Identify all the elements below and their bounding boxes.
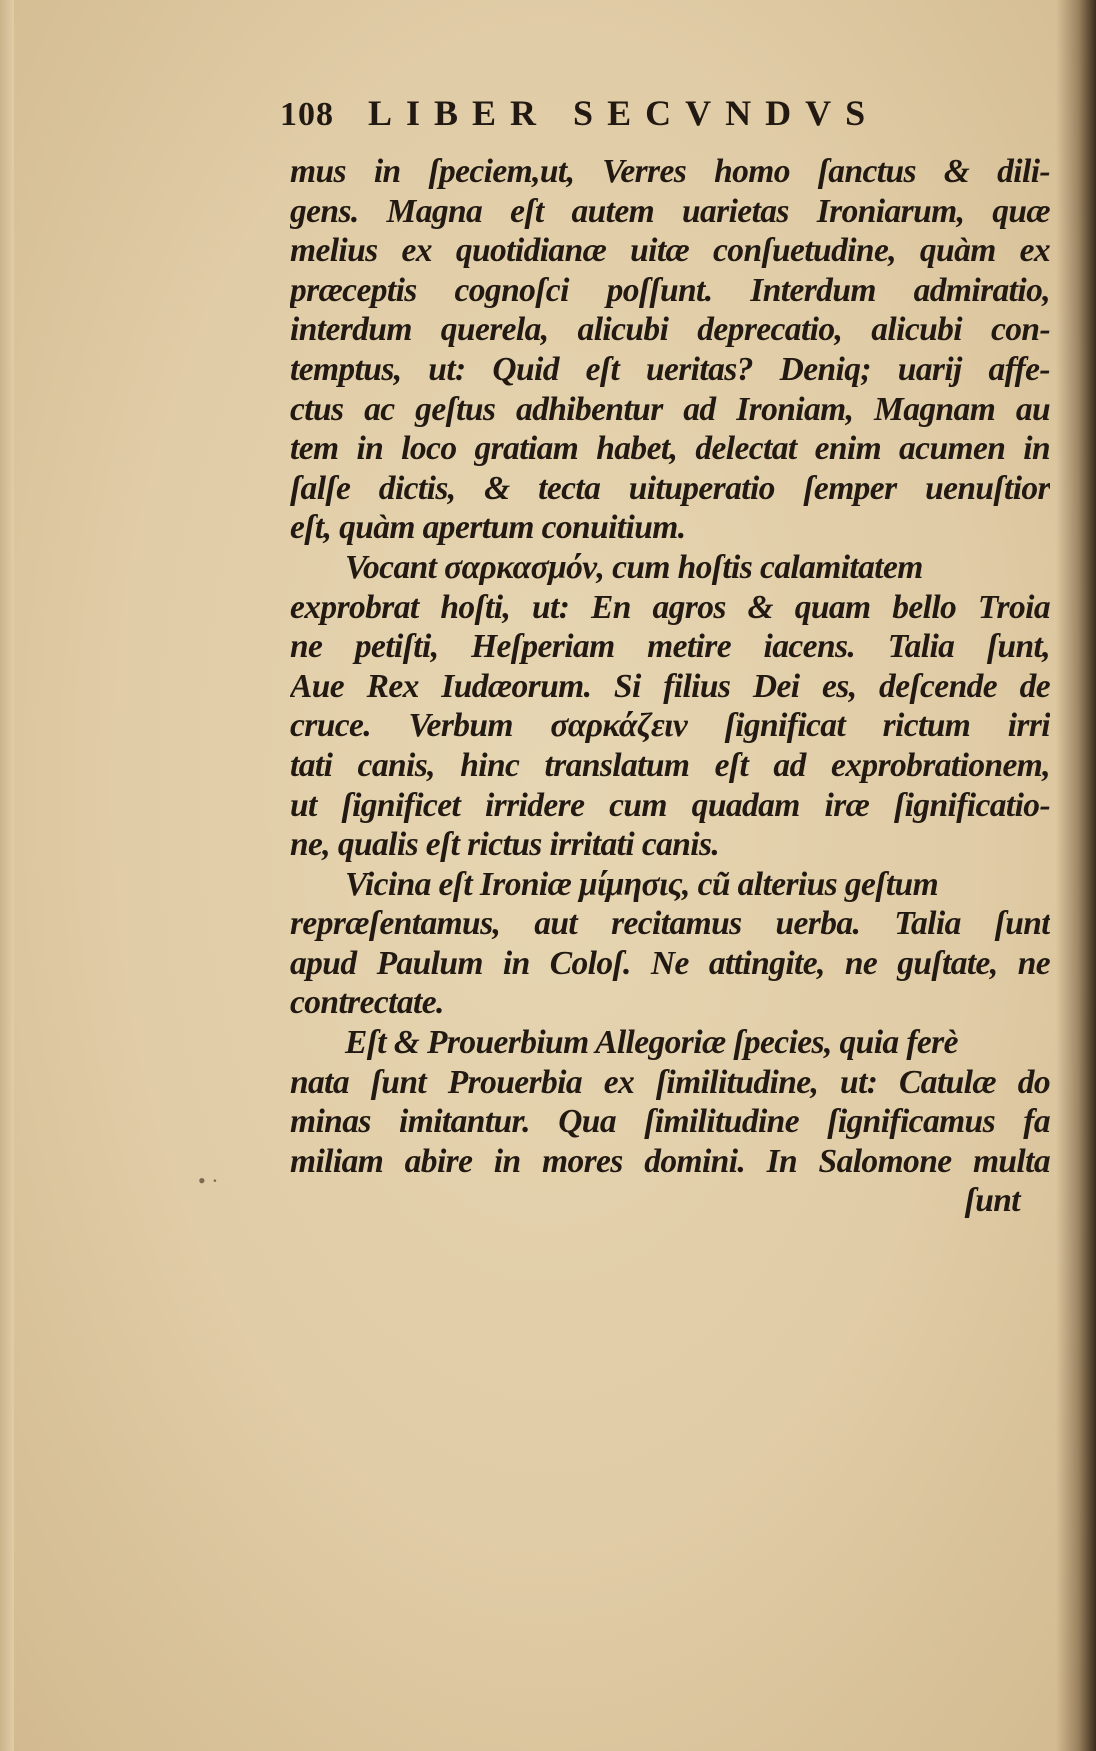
text-line: eſt, quàm apertum conuitium. [290,509,686,547]
text-line: ne petiſti, Heſperiam metire iacens. Talia ſunt, [290,628,1050,666]
margin-bullet-mark: • · [198,1168,219,1193]
text-line: temptus, ut: Quid eſt ueritas? Deniq; uarij affe- [290,350,1050,388]
text-line: tem in loco gratiam habet, delectat enim acumen in [290,430,1050,468]
text-line: nata ſunt Prouerbia ex ſimilitudine, ut: Catulæ do [290,1063,1050,1101]
running-head [280,92,1050,152]
text-block [280,92,1050,1221]
text-line: Vicina eſt Ironiæ μίμησις, cũ alterius geſtum [345,865,939,903]
text-line: miliam abire in mores domini. In Salomone multa [290,1142,1050,1180]
text-line: interdum querela, alicubi deprecatio, alicubi con- [290,311,1050,349]
text-line: mus in ſpeciem,ut, Verres homo ſanctus & dili- [290,153,1050,190]
text-line: Aue Rex Iudæorum. Si filius Dei es, deſcende de [290,667,1050,705]
text-line: ut ſignificet irridere cum quadam iræ ſignificatio- [290,786,1050,824]
text-line: tati canis, hinc translatum eſt ad exprobrationem, [290,746,1050,784]
text-line: minas imitantur. Qua ſimilitudine ſignificamus fa [290,1103,1050,1141]
running-title: LIBER SECVNDVS [368,93,880,133]
text-line: præceptis cognoſci poſſunt. Interdum admiratio, [290,271,1050,309]
text-line: Vocant σαρκασμόν, cum hoſtis calamitatem [345,548,923,586]
text-line: contrectate. [290,984,444,1022]
text-line: cruce. Verbum σαρκάζειν ſignificat rictum irri [290,707,1050,745]
binding-gutter-shadow [1056,0,1096,1751]
text-line: ne, qualis eſt rictus irritati canis. [290,826,720,864]
text-line: gens. Magna eſt autem uarietas Ironiarum, quæ [290,192,1050,230]
page-number: 108 [280,96,334,133]
text-line: ſalſe dictis, & tecta uituperatio ſemper uenuſtior [290,469,1050,507]
body-text [290,152,1050,1181]
page-left-edge [0,0,14,1751]
text-line: ctus ac geſtus adhibentur ad Ironiam, Magnam au [290,390,1050,428]
text-line: Eſt & Prouerbium Allegoriæ ſpecies, quia ferè [345,1024,958,1062]
text-line: repræſentamus, aut recitamus uerba. Talia ſunt [290,905,1050,943]
text-line: apud Paulum in Coloſ. Ne attingite, ne guſtate, ne [290,944,1050,982]
text-line: melius ex quotidianæ uitæ conſuetudine, quàm ex [290,232,1050,270]
text-line: exprobrat hoſti, ut: En agros & quam bello Troia [290,588,1050,626]
catchword: ſunt [964,1182,1020,1220]
